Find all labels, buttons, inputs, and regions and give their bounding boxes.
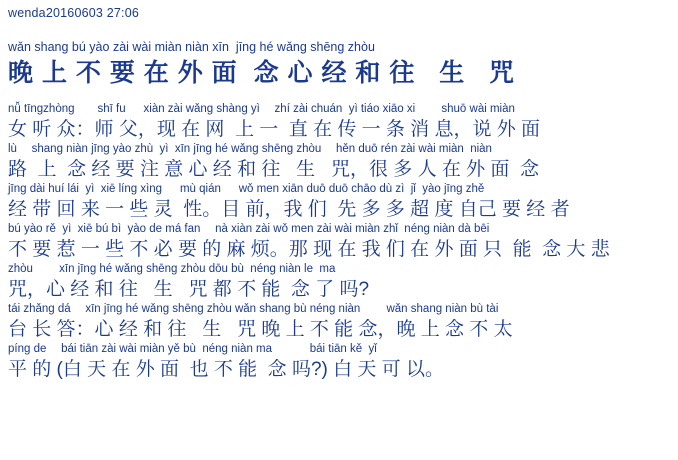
line-pinyin: tái zhǎng dá xīn jīng hé wǎng shēng zhòu wǎn shang bù néng niàn wǎn shang niàn bù tài <box>8 303 499 315</box>
line-hanzi: 台 长 答：心 经 和 往 生 咒 晚 上 不 能 念，晚 上 念 不 太 <box>8 319 513 340</box>
line-pinyin: píng de bái tiān zài wài miàn yě bù néng niàn ma bái tiān kě yǐ <box>8 343 377 355</box>
text-line-1 <box>8 102 670 142</box>
line-hanzi: 女 听 众：师 父，现 在 网 上 一 直 在 传 一 条 消 息，说 外 面 <box>8 119 541 140</box>
title-block <box>8 38 670 90</box>
text-line-3 <box>8 182 670 222</box>
line-pinyin: zhòu xīn jīng hé wǎng shēng zhòu dōu bù néng niàn le ma <box>8 263 336 275</box>
title-hanzi: 晚 上 不 要 在 外 面 念 心 经 和 往 生 咒 <box>8 59 516 87</box>
line-pinyin: jīng dài huí lái yì xiē líng xìng mù qián wǒ men xiān duō duō chāo dù zì jǐ yào jīng zhě <box>8 183 485 195</box>
line-hanzi: 不 要 惹 一 些 不 必 要 的 麻 烦。那 现 在 我 们 在 外 面 只 能 念 大 悲 <box>8 239 610 260</box>
spacer <box>8 90 670 102</box>
line-hanzi: 咒，心 经 和 往 生 咒 都 不 能 念 了 吗? <box>8 279 370 300</box>
document-meta: wenda20160603 27:06 <box>8 6 140 20</box>
line-pinyin: nǚ tīngzhòng shī fu xiàn zài wǎng shàng yì zhí zài chuán yì tiáo xiāo xi shuō wài miàn <box>8 103 515 115</box>
text-line-2 <box>8 142 670 182</box>
text-line-6 <box>8 302 670 342</box>
line-pinyin: lù shang niàn jīng yào zhù yì xīn jīng hé wǎng shēng zhòu hěn duō rén zài wài miàn niàn <box>8 143 492 155</box>
text-line-5 <box>8 262 670 302</box>
line-hanzi: 路 上 念 经 要 注 意 心 经 和 往 生 咒，很 多 人 在 外 面 念 <box>8 159 539 180</box>
line-hanzi: 经 带 回 来 一 些 灵 性。目 前，我 们 先 多 多 超 度 自己 要 经 者 <box>8 199 570 220</box>
line-pinyin: bú yào rě yì xiē bú bì yào de má fan nà xiàn zài wǒ men zài wài miàn zhǐ néng niàn dà bēi <box>8 223 490 235</box>
line-hanzi: 平 的 (白 天 在 外 面 也 不 能 念 吗?) 白 天 可 以。 <box>8 359 444 380</box>
text-line-7 <box>8 342 670 382</box>
text-line-4 <box>8 222 670 262</box>
document-content <box>0 20 678 382</box>
title-pinyin: wǎn shang bú yào zài wài miàn niàn xīn jīng hé wǎng shēng zhòu <box>8 40 375 54</box>
